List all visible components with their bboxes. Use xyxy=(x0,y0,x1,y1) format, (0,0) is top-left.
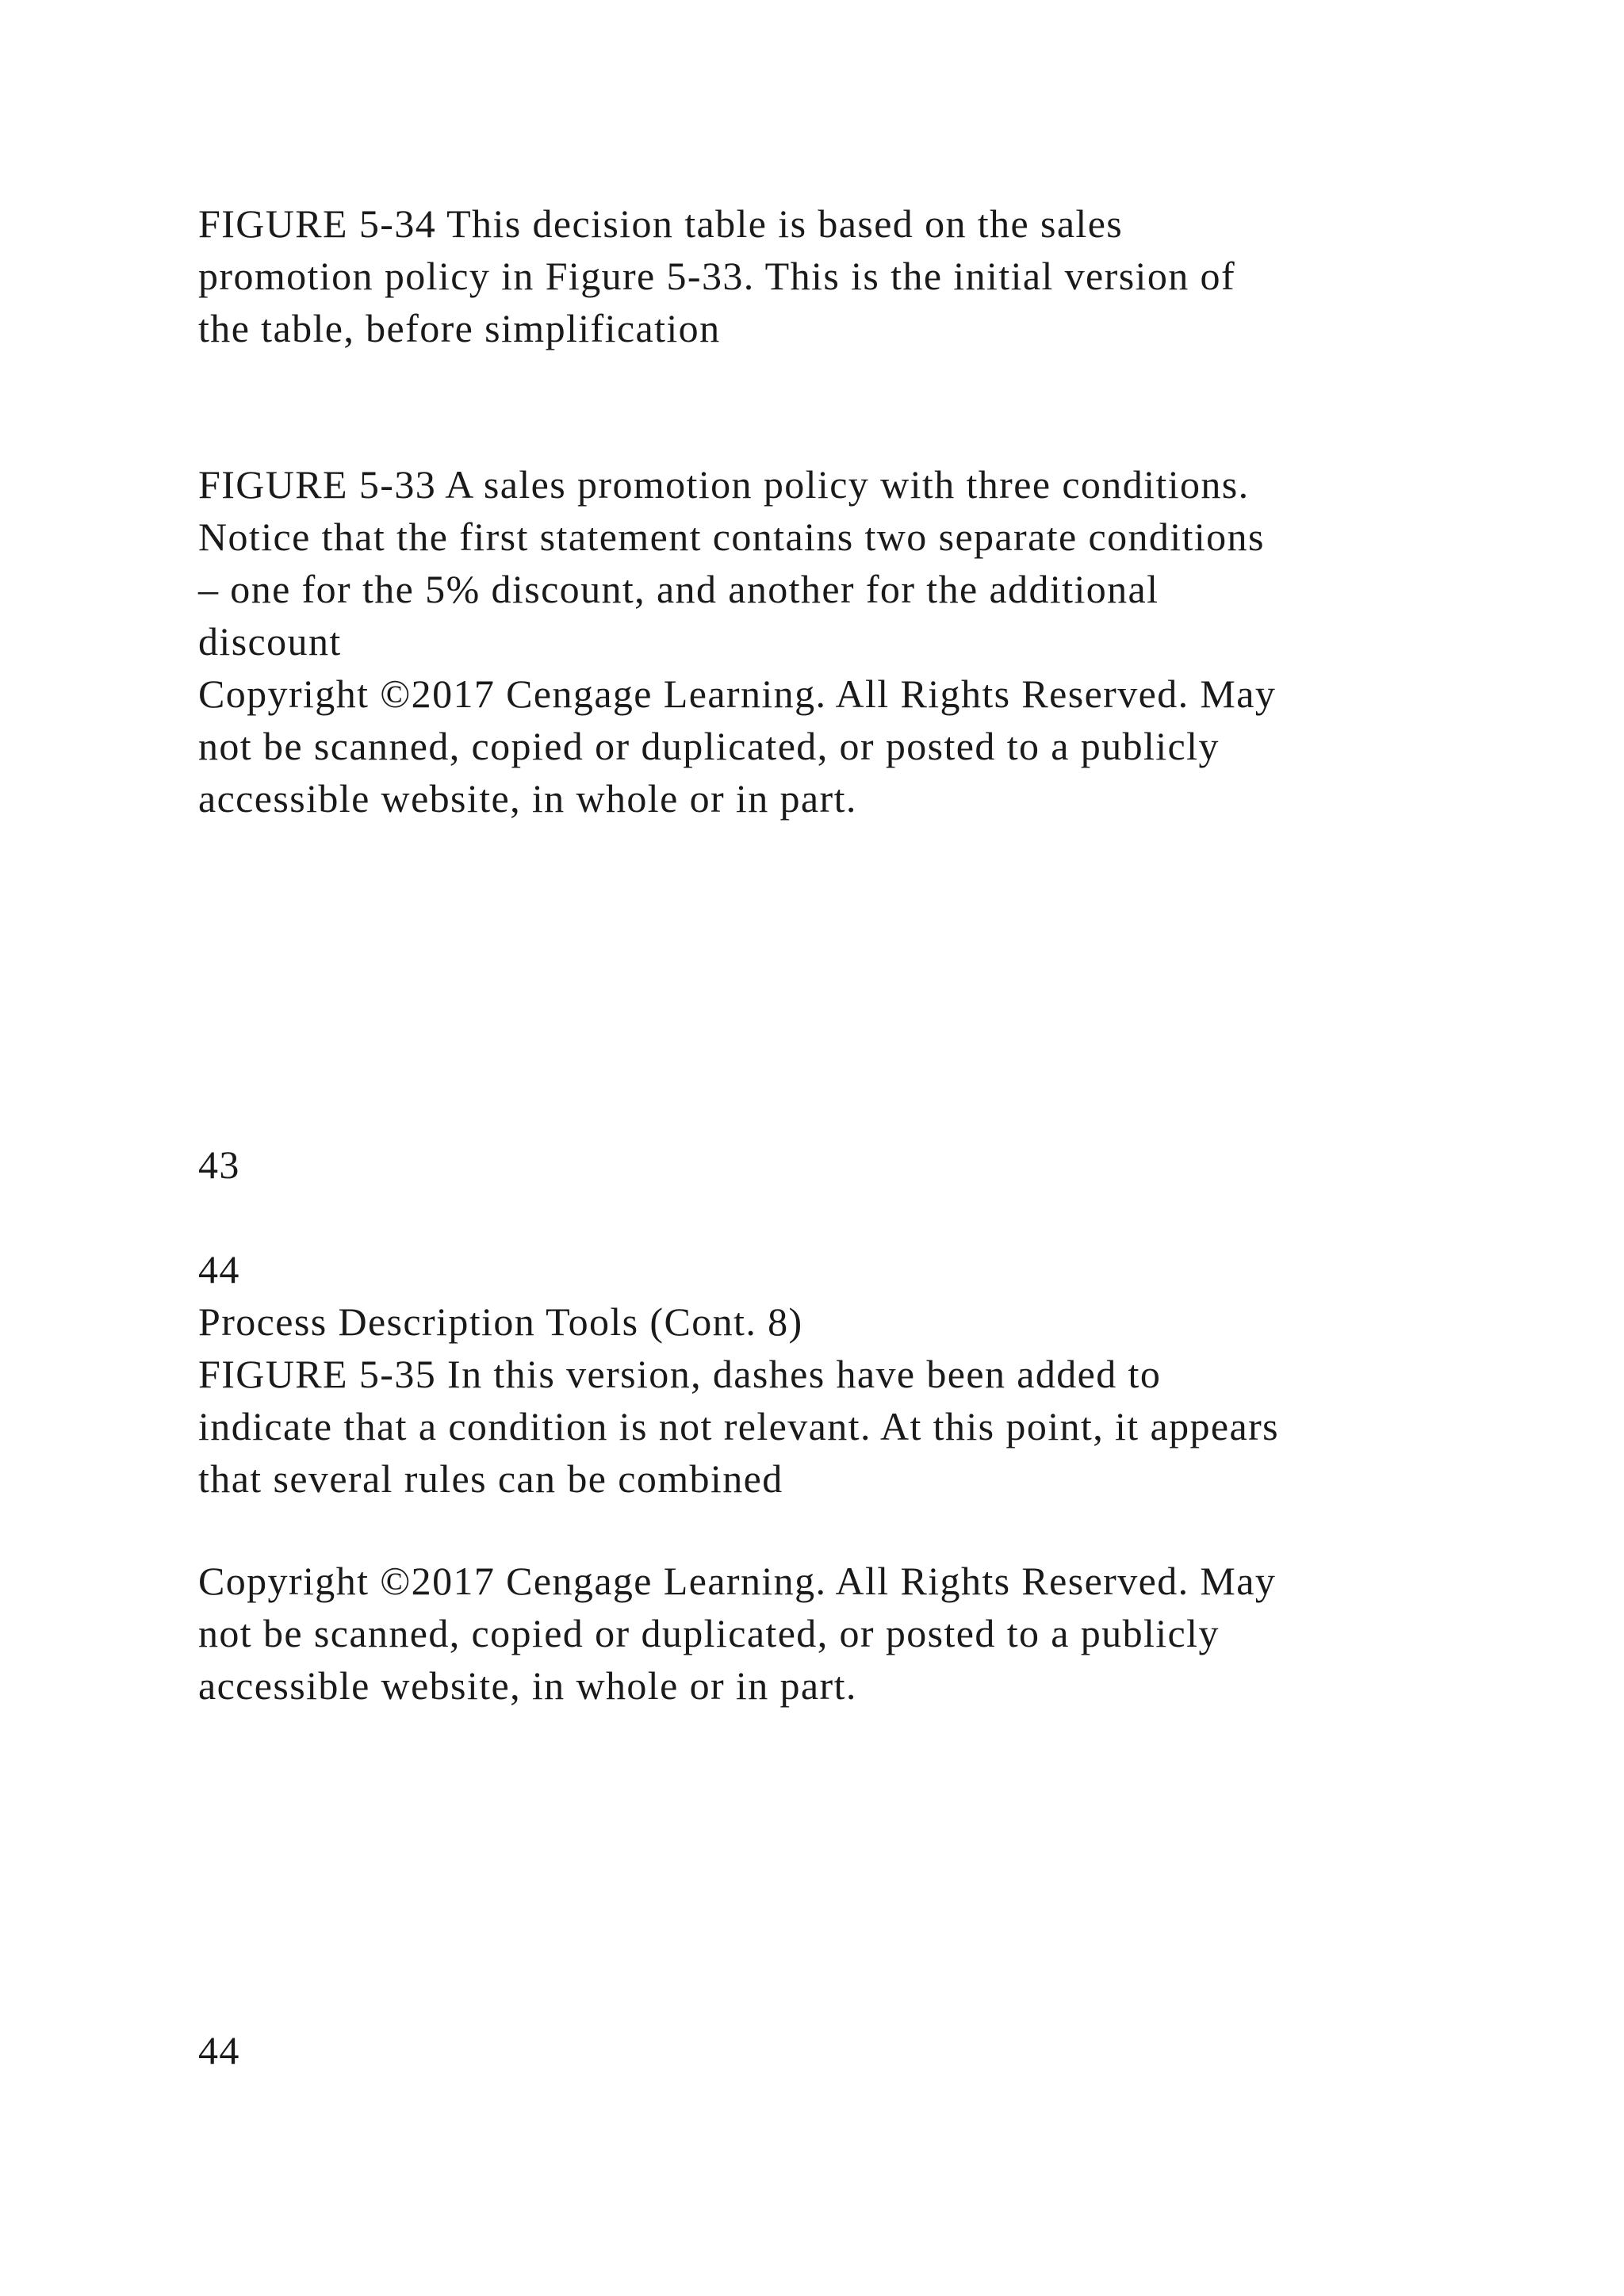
copyright-line: accessible website, in whole or in part. xyxy=(198,776,857,821)
copyright-line: not be scanned, copied or duplicated, or posted to a publicly xyxy=(198,724,1220,768)
slide-title: Process Description Tools (Cont. 8) xyxy=(198,1299,803,1344)
page-number xyxy=(198,1138,1483,1191)
copyright-notice xyxy=(198,1555,1483,1712)
page-number xyxy=(198,2024,1483,2076)
caption-line: – one for the 5% discount, and another for the additional xyxy=(198,567,1159,611)
caption-line: promotion policy in Figure 5-33. This is the initial version of xyxy=(198,254,1235,298)
copyright-line: Copyright ©2017 Cengage Learning. All Rights Reserved. May xyxy=(198,1559,1277,1603)
caption-line: FIGURE 5-33 A sales promotion policy with three conditions. xyxy=(198,462,1250,507)
caption-line: discount xyxy=(198,619,342,664)
copyright-notice xyxy=(198,668,1483,825)
copyright-line: not be scanned, copied or duplicated, or posted to a publicly xyxy=(198,1611,1220,1655)
copyright-line: Copyright ©2017 Cengage Learning. All Rights Reserved. May xyxy=(198,672,1277,716)
page-number-43: 43 xyxy=(198,1142,240,1187)
caption-line: FIGURE 5-34 This decision table is based on the sales xyxy=(198,201,1124,246)
caption-line: indicate that a condition is not relevant. At this point, it appears xyxy=(198,1404,1279,1448)
page-number-44-bottom: 44 xyxy=(198,2028,240,2072)
page-number-44: 44 xyxy=(198,1247,240,1292)
figure-5-34-caption xyxy=(198,197,1483,354)
caption-line: Notice that the first statement contains two separate conditions xyxy=(198,515,1265,559)
copyright-line: accessible website, in whole or in part. xyxy=(198,1663,857,1708)
slide-44-section xyxy=(198,1243,1483,1505)
figure-5-33-caption xyxy=(198,458,1483,668)
caption-line: the table, before simplification xyxy=(198,306,721,350)
caption-line: that several rules can be combined xyxy=(198,1456,783,1501)
caption-line: FIGURE 5-35 In this version, dashes have been added to xyxy=(198,1352,1162,1396)
